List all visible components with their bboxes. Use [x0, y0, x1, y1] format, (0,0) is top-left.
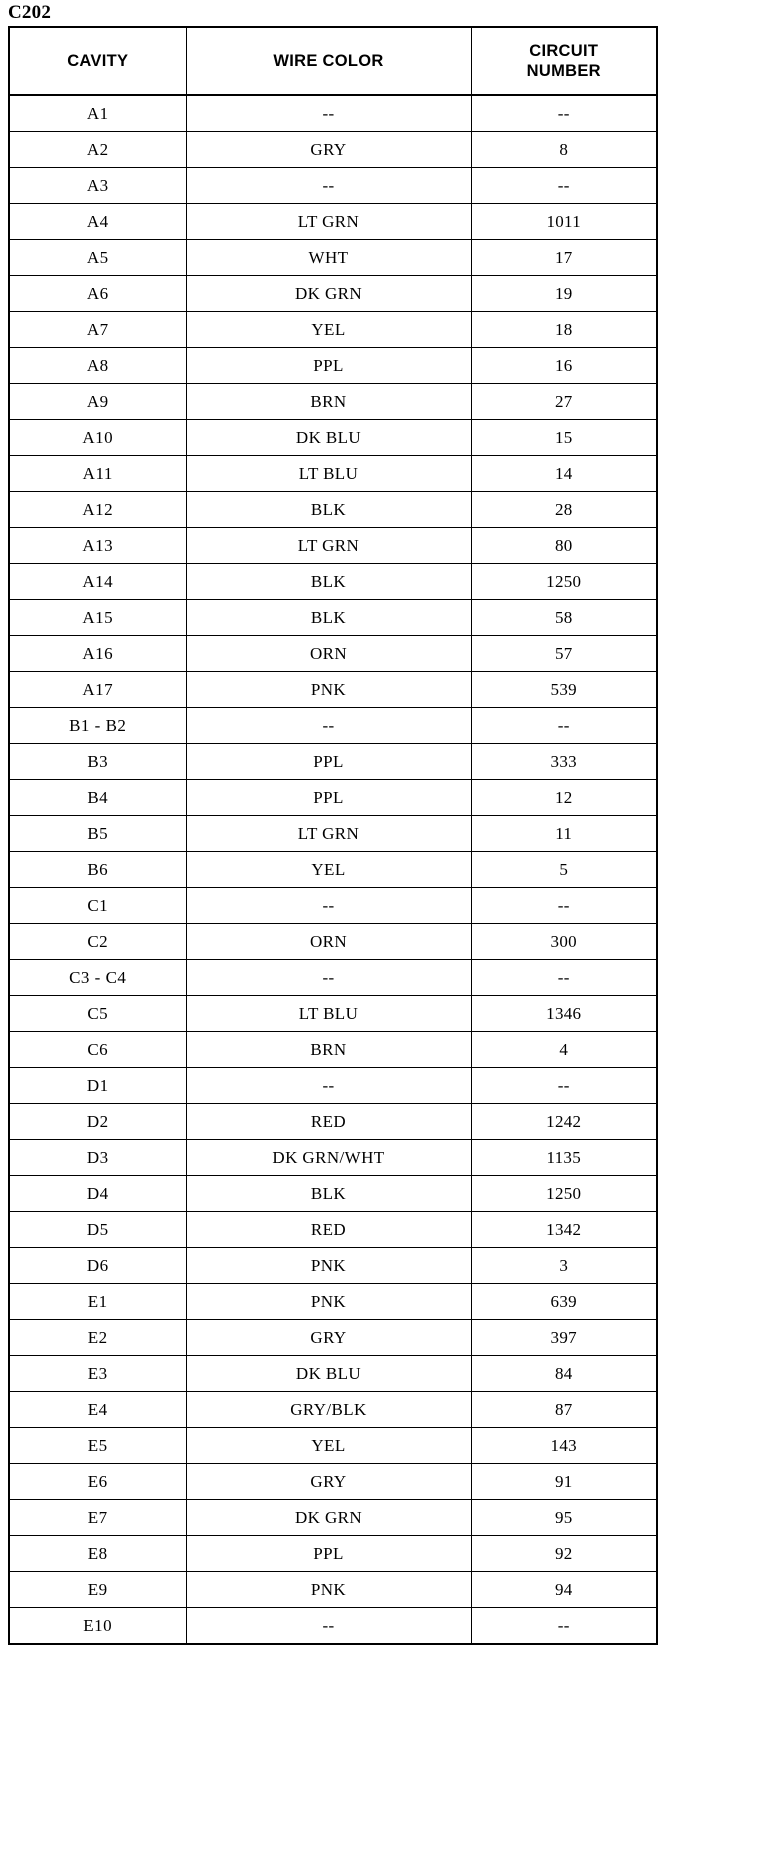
- table-row: [9, 1500, 657, 1536]
- table-row: [9, 1032, 657, 1068]
- table-row: [9, 1284, 657, 1320]
- cell-cavity: E6: [9, 1464, 186, 1500]
- column-header-circuit-number-line1: CIRCUIT: [529, 42, 599, 60]
- cell-wire-color: BLK: [186, 600, 471, 636]
- table-row: [9, 996, 657, 1032]
- table-row: [9, 672, 657, 708]
- cell-circuit-number: 1011: [471, 204, 657, 240]
- cell-cavity: A6: [9, 276, 186, 312]
- table-row: [9, 1104, 657, 1140]
- cell-wire-color: PNK: [186, 672, 471, 708]
- table-body: [9, 95, 657, 1644]
- cell-cavity: B6: [9, 852, 186, 888]
- table-row: [9, 1608, 657, 1645]
- table-row: [9, 1428, 657, 1464]
- table-row: [9, 744, 657, 780]
- cell-circuit-number: 19: [471, 276, 657, 312]
- cell-circuit-number: 14: [471, 456, 657, 492]
- table-row: [9, 708, 657, 744]
- table-row: [9, 132, 657, 168]
- cell-wire-color: BLK: [186, 492, 471, 528]
- cell-wire-color: PNK: [186, 1284, 471, 1320]
- cell-cavity: E10: [9, 1608, 186, 1645]
- cell-circuit-number: 94: [471, 1572, 657, 1608]
- table-row: [9, 1068, 657, 1104]
- cell-cavity: A14: [9, 564, 186, 600]
- cell-cavity: E9: [9, 1572, 186, 1608]
- cell-cavity: A9: [9, 384, 186, 420]
- cell-wire-color: --: [186, 1068, 471, 1104]
- cell-cavity: D1: [9, 1068, 186, 1104]
- cell-circuit-number: --: [471, 888, 657, 924]
- cell-cavity: A16: [9, 636, 186, 672]
- cell-wire-color: LT GRN: [186, 528, 471, 564]
- cell-circuit-number: 27: [471, 384, 657, 420]
- cell-wire-color: YEL: [186, 312, 471, 348]
- table-row: [9, 384, 657, 420]
- cell-circuit-number: 91: [471, 1464, 657, 1500]
- cell-wire-color: DK BLU: [186, 1356, 471, 1392]
- cell-circuit-number: 639: [471, 1284, 657, 1320]
- cell-wire-color: --: [186, 960, 471, 996]
- table-row: [9, 1572, 657, 1608]
- cell-circuit-number: 15: [471, 420, 657, 456]
- cell-wire-color: ORN: [186, 924, 471, 960]
- cell-wire-color: --: [186, 888, 471, 924]
- cell-wire-color: PPL: [186, 780, 471, 816]
- table-header-row: [9, 27, 657, 95]
- table-row: [9, 600, 657, 636]
- cell-cavity: E2: [9, 1320, 186, 1356]
- cell-circuit-number: 1346: [471, 996, 657, 1032]
- cell-wire-color: PNK: [186, 1248, 471, 1284]
- cell-circuit-number: 5: [471, 852, 657, 888]
- cell-cavity: A4: [9, 204, 186, 240]
- table-row: [9, 1464, 657, 1500]
- cell-wire-color: LT BLU: [186, 456, 471, 492]
- cell-cavity: E1: [9, 1284, 186, 1320]
- cell-wire-color: --: [186, 168, 471, 204]
- cell-circuit-number: 80: [471, 528, 657, 564]
- page-title: C202: [8, 2, 52, 23]
- cell-cavity: A1: [9, 95, 186, 132]
- cell-cavity: A11: [9, 456, 186, 492]
- cell-cavity: E8: [9, 1536, 186, 1572]
- cell-wire-color: BRN: [186, 1032, 471, 1068]
- cell-wire-color: DK GRN/WHT: [186, 1140, 471, 1176]
- table-row: [9, 888, 657, 924]
- cell-cavity: B4: [9, 780, 186, 816]
- cell-cavity: A2: [9, 132, 186, 168]
- table-row: [9, 636, 657, 672]
- cell-circuit-number: 1342: [471, 1212, 657, 1248]
- table-row: [9, 564, 657, 600]
- table-row: [9, 816, 657, 852]
- cell-wire-color: LT BLU: [186, 996, 471, 1032]
- cell-cavity: D4: [9, 1176, 186, 1212]
- cell-circuit-number: 17: [471, 240, 657, 276]
- cell-wire-color: DK GRN: [186, 1500, 471, 1536]
- cell-cavity: A7: [9, 312, 186, 348]
- cell-cavity: A15: [9, 600, 186, 636]
- cell-wire-color: BLK: [186, 564, 471, 600]
- table-row: [9, 1248, 657, 1284]
- cell-wire-color: GRY/BLK: [186, 1392, 471, 1428]
- cell-circuit-number: 333: [471, 744, 657, 780]
- table-row: [9, 1212, 657, 1248]
- table-row: [9, 1392, 657, 1428]
- cell-wire-color: DK GRN: [186, 276, 471, 312]
- cell-circuit-number: 28: [471, 492, 657, 528]
- cell-wire-color: YEL: [186, 852, 471, 888]
- cell-cavity: C2: [9, 924, 186, 960]
- cell-wire-color: BRN: [186, 384, 471, 420]
- table-row: [9, 240, 657, 276]
- cell-cavity: A17: [9, 672, 186, 708]
- table-row: [9, 1140, 657, 1176]
- cell-circuit-number: 3: [471, 1248, 657, 1284]
- cell-wire-color: --: [186, 708, 471, 744]
- cell-circuit-number: --: [471, 168, 657, 204]
- column-header-wire-color: WIRE COLOR: [186, 27, 471, 95]
- table-row: [9, 1536, 657, 1572]
- cell-circuit-number: 12: [471, 780, 657, 816]
- cell-cavity: A13: [9, 528, 186, 564]
- cell-circuit-number: --: [471, 95, 657, 132]
- cell-circuit-number: 11: [471, 816, 657, 852]
- cell-wire-color: WHT: [186, 240, 471, 276]
- cell-wire-color: RED: [186, 1212, 471, 1248]
- connector-pinout-table: [8, 26, 658, 1645]
- cell-circuit-number: 1135: [471, 1140, 657, 1176]
- cell-wire-color: PPL: [186, 744, 471, 780]
- table-row: [9, 204, 657, 240]
- cell-cavity: E3: [9, 1356, 186, 1392]
- cell-circuit-number: 539: [471, 672, 657, 708]
- cell-wire-color: LT GRN: [186, 204, 471, 240]
- table-row: [9, 852, 657, 888]
- cell-wire-color: DK BLU: [186, 420, 471, 456]
- cell-cavity: A10: [9, 420, 186, 456]
- cell-circuit-number: 143: [471, 1428, 657, 1464]
- table-row: [9, 780, 657, 816]
- cell-cavity: C5: [9, 996, 186, 1032]
- cell-wire-color: PPL: [186, 1536, 471, 1572]
- cell-circuit-number: --: [471, 1608, 657, 1645]
- cell-circuit-number: 92: [471, 1536, 657, 1572]
- cell-wire-color: ORN: [186, 636, 471, 672]
- cell-wire-color: PPL: [186, 348, 471, 384]
- cell-circuit-number: 397: [471, 1320, 657, 1356]
- cell-cavity: A12: [9, 492, 186, 528]
- cell-wire-color: LT GRN: [186, 816, 471, 852]
- cell-cavity: C6: [9, 1032, 186, 1068]
- cell-circuit-number: 300: [471, 924, 657, 960]
- cell-circuit-number: 8: [471, 132, 657, 168]
- connector-table-container: [8, 26, 656, 1645]
- cell-cavity: C3 - C4: [9, 960, 186, 996]
- cell-circuit-number: 84: [471, 1356, 657, 1392]
- cell-circuit-number: --: [471, 960, 657, 996]
- column-header-circuit-number: [471, 27, 657, 95]
- column-header-cavity: CAVITY: [9, 27, 186, 95]
- table-row: [9, 1176, 657, 1212]
- cell-circuit-number: 16: [471, 348, 657, 384]
- cell-cavity: D5: [9, 1212, 186, 1248]
- cell-wire-color: PNK: [186, 1572, 471, 1608]
- cell-wire-color: --: [186, 1608, 471, 1645]
- cell-circuit-number: 18: [471, 312, 657, 348]
- cell-wire-color: --: [186, 95, 471, 132]
- table-row: [9, 348, 657, 384]
- cell-cavity: E4: [9, 1392, 186, 1428]
- cell-circuit-number: 1242: [471, 1104, 657, 1140]
- table-row: [9, 95, 657, 132]
- cell-circuit-number: --: [471, 1068, 657, 1104]
- table-row: [9, 492, 657, 528]
- cell-cavity: B1 - B2: [9, 708, 186, 744]
- cell-circuit-number: 95: [471, 1500, 657, 1536]
- cell-wire-color: GRY: [186, 1320, 471, 1356]
- cell-cavity: D3: [9, 1140, 186, 1176]
- cell-circuit-number: 87: [471, 1392, 657, 1428]
- cell-circuit-number: 1250: [471, 1176, 657, 1212]
- cell-circuit-number: 57: [471, 636, 657, 672]
- table-row: [9, 1356, 657, 1392]
- cell-cavity: A5: [9, 240, 186, 276]
- cell-wire-color: RED: [186, 1104, 471, 1140]
- table-row: [9, 924, 657, 960]
- cell-circuit-number: 58: [471, 600, 657, 636]
- table-row: [9, 276, 657, 312]
- cell-cavity: E7: [9, 1500, 186, 1536]
- cell-cavity: B3: [9, 744, 186, 780]
- table-header: [9, 27, 657, 95]
- table-row: [9, 420, 657, 456]
- table-row: [9, 1320, 657, 1356]
- table-row: [9, 312, 657, 348]
- cell-cavity: C1: [9, 888, 186, 924]
- cell-circuit-number: 4: [471, 1032, 657, 1068]
- cell-cavity: A8: [9, 348, 186, 384]
- cell-wire-color: BLK: [186, 1176, 471, 1212]
- cell-wire-color: YEL: [186, 1428, 471, 1464]
- cell-circuit-number: --: [471, 708, 657, 744]
- table-row: [9, 168, 657, 204]
- table-row: [9, 528, 657, 564]
- column-header-circuit-number-line2: NUMBER: [526, 62, 601, 80]
- cell-circuit-number: 1250: [471, 564, 657, 600]
- cell-cavity: D6: [9, 1248, 186, 1284]
- cell-cavity: B5: [9, 816, 186, 852]
- table-row: [9, 960, 657, 996]
- cell-cavity: E5: [9, 1428, 186, 1464]
- table-row: [9, 456, 657, 492]
- cell-cavity: D2: [9, 1104, 186, 1140]
- cell-cavity: A3: [9, 168, 186, 204]
- cell-wire-color: GRY: [186, 1464, 471, 1500]
- cell-wire-color: GRY: [186, 132, 471, 168]
